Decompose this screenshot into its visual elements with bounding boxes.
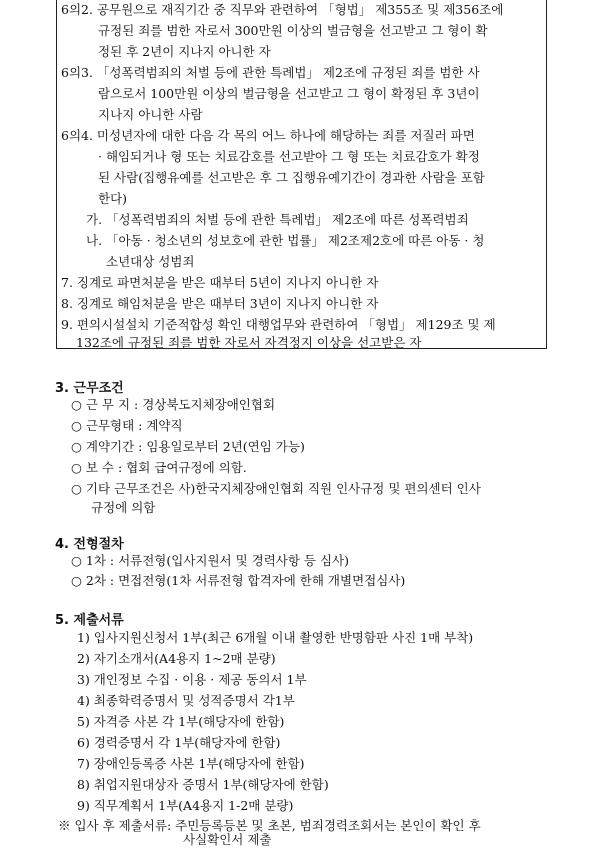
section-5-note: ※ 입사 후 제출서류: 주민등록등본 및 초본, 범죄경력조회서는 본인이 확인 후 bbox=[58, 818, 481, 833]
section-5-item: 1) 입사지원신청서 1부(최근 6개월 이내 촬영한 반명함판 사진 1매 부착) bbox=[77, 630, 474, 645]
box-line: 정된 후 2년이 지나지 아니한 자 bbox=[98, 44, 271, 59]
box-line: 가. 「성폭력범죄의 처벌 등에 관한 특례법」 제2조에 따른 성폭력범죄 bbox=[86, 212, 469, 227]
section-5-item: 9) 직무계획서 1부(A4용지 1-2매 분량) bbox=[77, 798, 294, 813]
section-5-item: 5) 자격증 사본 각 1부(해당자에 한함) bbox=[77, 714, 285, 729]
box-line: 람으로서 100만원 이상의 벌금형을 선고받고 그 형이 확정된 후 3년이 bbox=[98, 86, 480, 101]
section-5-note: 사실확인서 제출 bbox=[183, 832, 272, 847]
section-3-item: ○ 근무형태 : 계약직 bbox=[71, 418, 183, 433]
box-line: · 해임되거나 형 또는 치료감호를 선고받아 그 형 또는 치료감호가 확정 bbox=[98, 149, 480, 164]
section-5-item: 4) 최종학력증명서 및 성적증명서 각1부 bbox=[77, 693, 295, 708]
box-line: 규정된 죄를 범한 자로서 300만원 이상의 벌금형을 선고받고 그 형이 확 bbox=[98, 23, 488, 38]
section-3-item: ○ 보 수 : 협회 급여규정에 의함. bbox=[71, 460, 247, 475]
box-line: 8. 징계로 해임처분을 받은 때부터 3년이 지나지 아니한 자 bbox=[61, 296, 379, 311]
section-5-item: 2) 자기소개서(A4용지 1~2매 분량) bbox=[77, 651, 276, 666]
section-3-item: 규정에 의함 bbox=[91, 500, 156, 515]
box-line: 지나지 아니한 사람 bbox=[98, 107, 203, 122]
section-5-title: 5. 제출서류 bbox=[55, 613, 124, 628]
section-5-item: 3) 개인정보 수집 · 이용 · 제공 동의서 1부 bbox=[77, 672, 307, 687]
section-4-title: 4. 전형절차 bbox=[55, 537, 124, 552]
section-4-item: ○ 1차 : 서류전형(입사지원서 및 경력사항 등 심사) bbox=[71, 553, 349, 568]
section-3-item: ○ 계약기간 : 임용일로부터 2년(연임 가능) bbox=[71, 439, 305, 454]
box-line: 소년대상 성범죄 bbox=[106, 254, 195, 269]
section-3-item: ○ 근 무 지 : 경상북도지체장애인협회 bbox=[71, 397, 276, 412]
box-line: 나. 「아동 · 청소년의 성보호에 관한 법률」 제2조제2호에 따른 아동 · 청 bbox=[86, 233, 485, 248]
box-line: 7. 징계로 파면처분을 받은 때부터 5년이 지나지 아니한 자 bbox=[61, 275, 379, 290]
section-5-item: 7) 장애인등록증 사본 1부(해당자에 한함) bbox=[77, 756, 305, 771]
section-3-title: 3. 근무조건 bbox=[55, 381, 124, 396]
box-line: 9. 편의시설설치 기준적합성 확인 대행업무와 관련하여 「형법」 제129조 및 제 bbox=[61, 317, 496, 332]
section-5-item: 8) 취업지원대상자 증명서 1부(해당자에 한함) bbox=[77, 777, 329, 792]
box-line: 한다) bbox=[98, 191, 128, 206]
box-line: 6의2. 공무원으로 재직기간 중 직무와 관련하여 「형법」 제355조 및 제356조에 bbox=[61, 2, 504, 17]
box-line: 6의4. 미성년자에 대한 다음 각 목의 어느 하나에 해당하는 죄를 저질러 파면 bbox=[61, 128, 475, 143]
box-line: 6의3. 「성폭력범죄의 처벌 등에 관한 특례법」 제2조에 규정된 죄를 범한 사 bbox=[61, 65, 480, 80]
section-3-item: ○ 기타 근무조건은 사)한국지체장애인협회 직원 인사규정 및 편의센터 인사 bbox=[71, 481, 481, 496]
box-line: 132조에 규정된 죄를 범한 자로서 자격정지 이상을 선고받은 자 bbox=[76, 335, 422, 350]
section-5-item: 6) 경력증명서 각 1부(해당자에 한함) bbox=[77, 735, 281, 750]
box-line: 된 사람(집행유예를 선고받은 후 그 집행유예기간이 경과한 사람을 포함 bbox=[98, 170, 485, 185]
section-4-item: ○ 2차 : 면접전형(1차 서류전형 합격자에 한해 개별면접심사) bbox=[71, 573, 406, 588]
